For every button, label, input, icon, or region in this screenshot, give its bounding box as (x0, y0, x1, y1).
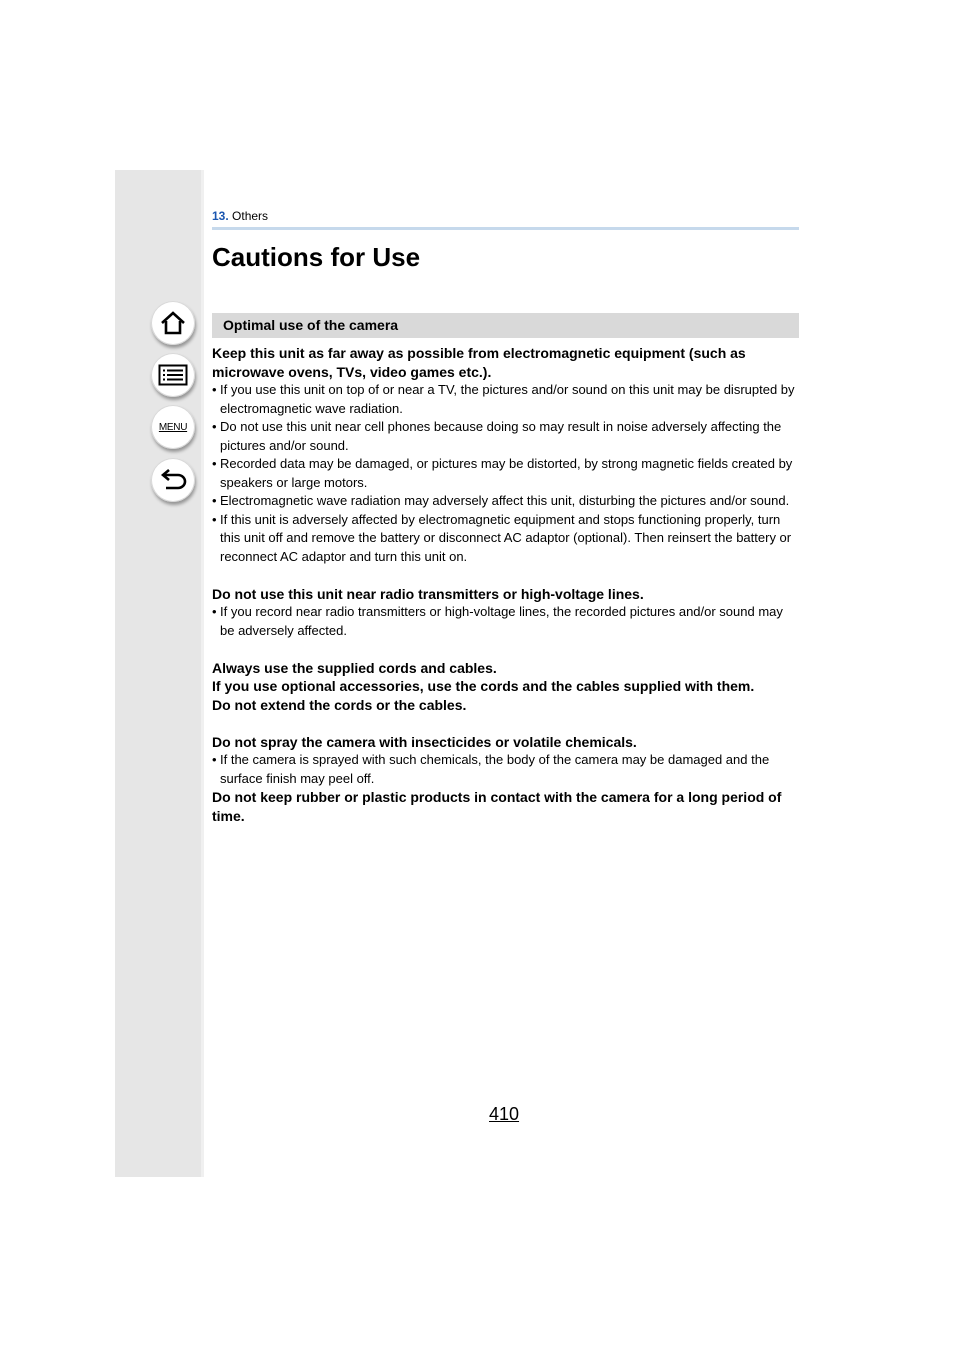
caution-heading: Keep this unit as far away as possible from electromagnetic equipment (such as microwave ovens, TVs, video games etc.). (212, 345, 746, 380)
page-number: 410 (489, 1104, 520, 1124)
block-gap (212, 566, 800, 585)
chapter-number: 13. (212, 209, 229, 223)
bullet-list (212, 603, 800, 640)
back-button[interactable] (151, 458, 195, 502)
section-bar (212, 313, 799, 338)
caution-heading: If you use optional accessories, use the cords and the cables supplied with them. (212, 678, 755, 694)
list-item: • Electromagnetic wave radiation may adversely affect this unit, disturbing the pictures and/or sound. (212, 492, 800, 511)
caution-heading: Do not spray the camera with insecticides or volatile chemicals. (212, 733, 637, 750)
caution-heading: Do not keep rubber or plastic products in contact with the camera for a long period of time. (212, 789, 782, 824)
list-item: • Recorded data may be damaged, or pictures may be distorted, by strong magnetic fields created by speakers or large motors. (212, 455, 800, 492)
menu-button[interactable] (151, 405, 195, 449)
section-title: Optimal use of the camera (223, 317, 399, 333)
page-title: Cautions for Use (212, 242, 421, 272)
list-item: • If you use this unit on top of or near a TV, the pictures and/or sound on this unit may be disrupted by electromagnetic wave radiation. (212, 381, 800, 418)
header-rule (212, 227, 799, 230)
content-body (212, 344, 800, 825)
caution-heading: Always use the supplied cords and cables. (212, 659, 497, 676)
block-gap (212, 640, 800, 659)
list-item: • If this unit is adversely affected by electromagnetic equipment and stops functioning properly, turn this unit off and remove the battery or disconnect AC adaptor (optional). Then reinsert the battery or reconnect AC adaptor and turn this unit on. (212, 511, 800, 567)
caution-heading: Do not use this unit near radio transmitters or high-voltage lines. (212, 585, 644, 602)
caution-heading: Do not extend the cords or the cables. (212, 696, 467, 713)
contents-button[interactable] (151, 353, 195, 397)
list-item: • If the camera is sprayed with such chemicals, the body of the camera may be damaged and the surface finish may peel off. (212, 751, 800, 788)
bullet-list (212, 751, 800, 788)
home-icon (159, 310, 187, 336)
breadcrumb (212, 209, 268, 223)
bullet-list (212, 381, 800, 566)
chapter-name: Others (232, 209, 269, 223)
home-button[interactable] (151, 301, 195, 345)
block-gap (212, 714, 800, 733)
list-item: • Do not use this unit near cell phones because doing so may result in noise adversely affecting the pictures and/or sound. (212, 418, 800, 455)
menu-label: MENU (158, 421, 188, 433)
return-icon (159, 468, 187, 492)
list-item: • If you record near radio transmitters or high-voltage lines, the recorded pictures and/or sound may be adversely affected. (212, 603, 800, 640)
list-icon (158, 364, 188, 386)
